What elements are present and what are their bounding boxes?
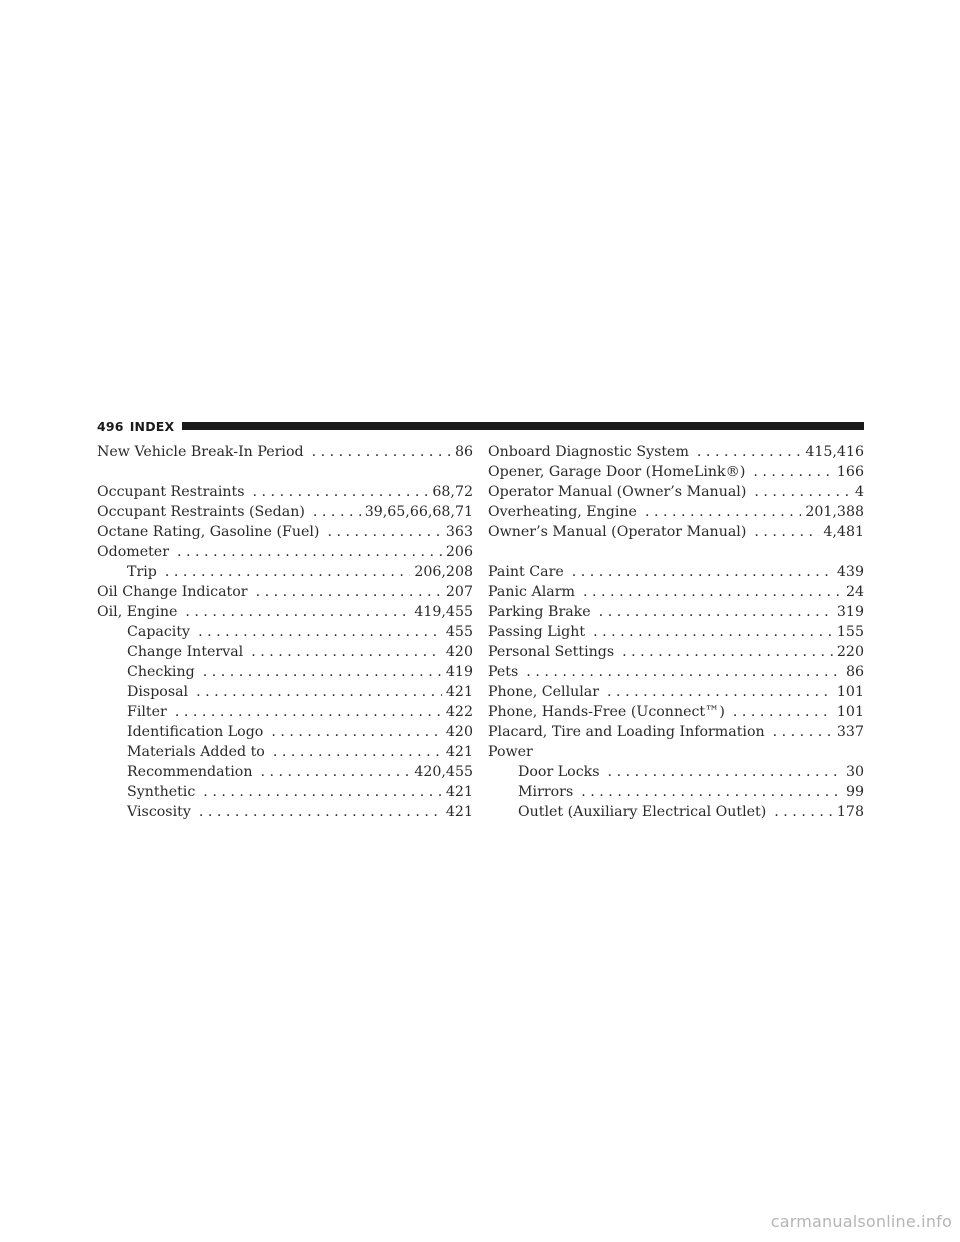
index-subentry bbox=[97, 722, 473, 742]
index-entry bbox=[488, 582, 864, 602]
entry-term: Disposal bbox=[127, 684, 189, 700]
entry-term: Trip bbox=[127, 564, 157, 580]
entry-pages: 4,481 bbox=[823, 524, 864, 540]
entry-pages: 24 bbox=[845, 584, 864, 600]
page-header bbox=[97, 416, 864, 436]
entry-pages: 206 bbox=[445, 544, 473, 560]
entry-term: Outlet (Auxiliary Electrical Outlet) bbox=[518, 804, 767, 820]
section-title: INDEX bbox=[129, 418, 175, 434]
entry-term: New Vehicle Break-In Period bbox=[97, 444, 304, 460]
dot-leader bbox=[754, 522, 819, 542]
header-rule bbox=[182, 422, 864, 430]
dot-leader bbox=[253, 482, 429, 502]
entry-pages: 155 bbox=[836, 624, 864, 640]
entry-term: Phone, Cellular bbox=[488, 684, 600, 700]
dot-leader bbox=[608, 762, 842, 782]
index-entry bbox=[97, 502, 473, 522]
entry-term: Filter bbox=[127, 704, 167, 720]
entry-term: Checking bbox=[127, 664, 195, 680]
index-subentry bbox=[488, 802, 864, 822]
index-entry bbox=[488, 662, 864, 682]
entry-term: Materials Added to bbox=[127, 744, 265, 760]
entry-pages: 39,65,66,68,71 bbox=[364, 504, 473, 520]
entry-pages: 207 bbox=[445, 584, 473, 600]
index-subentry bbox=[97, 702, 473, 722]
dot-leader bbox=[572, 562, 833, 582]
page-number: 496 bbox=[97, 418, 124, 434]
index-entry bbox=[488, 602, 864, 622]
index-subentry bbox=[97, 642, 473, 662]
dot-leader bbox=[581, 782, 842, 802]
index-subentry bbox=[97, 562, 473, 582]
entry-term: Passing Light bbox=[488, 624, 586, 640]
index-entry bbox=[488, 722, 864, 742]
dot-leader bbox=[753, 462, 833, 482]
entry-term: Occupant Restraints (Sedan) bbox=[97, 504, 305, 520]
dot-leader bbox=[273, 742, 442, 762]
entry-term: Parking Brake bbox=[488, 604, 591, 620]
dot-leader bbox=[583, 582, 842, 602]
dot-leader bbox=[185, 602, 410, 622]
index-entry bbox=[97, 582, 473, 602]
index-entry bbox=[488, 482, 864, 502]
entry-term: Overheating, Engine bbox=[488, 504, 637, 520]
entry-term: Panic Alarm bbox=[488, 584, 575, 600]
index-entry bbox=[488, 642, 864, 662]
index-entry bbox=[488, 462, 864, 482]
entry-term: Power bbox=[488, 744, 533, 760]
dot-leader bbox=[754, 482, 851, 502]
entry-term: Onboard Diagnostic System bbox=[488, 444, 689, 460]
entry-pages: 421 bbox=[445, 744, 473, 760]
index-entry bbox=[488, 502, 864, 522]
index-entry bbox=[488, 682, 864, 702]
index-subentry bbox=[97, 762, 473, 782]
dot-leader bbox=[203, 662, 442, 682]
dot-leader bbox=[773, 722, 833, 742]
entry-pages: 99 bbox=[845, 784, 864, 800]
index-subentry bbox=[97, 682, 473, 702]
entry-pages: 419 bbox=[445, 664, 473, 680]
dot-leader bbox=[271, 722, 442, 742]
entry-pages: 86 bbox=[845, 664, 864, 680]
dot-leader bbox=[312, 442, 451, 462]
dot-leader bbox=[697, 442, 801, 462]
entry-pages: 86 bbox=[454, 444, 473, 460]
entry-pages: 439 bbox=[836, 564, 864, 580]
entry-term: Owner’s Manual (Operator Manual) bbox=[488, 524, 747, 540]
dot-leader bbox=[251, 642, 442, 662]
entry-term: Door Locks bbox=[518, 764, 600, 780]
entry-pages: 420 bbox=[445, 644, 473, 660]
entry-term: Oil Change Indicator bbox=[97, 584, 248, 600]
entry-pages: 101 bbox=[836, 704, 864, 720]
index-column-left bbox=[97, 442, 473, 822]
index-entry bbox=[97, 482, 473, 502]
dot-leader bbox=[175, 702, 442, 722]
index-entry bbox=[488, 742, 864, 762]
index-subentry bbox=[97, 782, 473, 802]
entry-term: Octane Rating, Gasoline (Fuel) bbox=[97, 524, 320, 540]
index-column-right bbox=[488, 442, 864, 822]
dot-leader bbox=[256, 582, 442, 602]
dot-leader bbox=[526, 662, 842, 682]
entry-pages: 4 bbox=[854, 484, 864, 500]
entry-term: Synthetic bbox=[127, 784, 196, 800]
index-subentry bbox=[97, 662, 473, 682]
dot-leader bbox=[199, 802, 442, 822]
entry-term: Viscosity bbox=[127, 804, 191, 820]
entry-pages: 30 bbox=[845, 764, 864, 780]
entry-pages: 455 bbox=[445, 624, 473, 640]
entry-term: Operator Manual (Owner’s Manual) bbox=[488, 484, 747, 500]
entry-term: Oil, Engine bbox=[97, 604, 178, 620]
entry-pages: 419,455 bbox=[414, 604, 473, 620]
entry-term: Placard, Tire and Loading Information bbox=[488, 724, 765, 740]
entry-term: Opener, Garage Door (HomeLink®) bbox=[488, 464, 746, 480]
entry-pages: 201,388 bbox=[805, 504, 864, 520]
index-entry bbox=[97, 442, 473, 462]
dot-leader bbox=[198, 622, 442, 642]
entry-term: Mirrors bbox=[518, 784, 574, 800]
dot-leader bbox=[599, 602, 833, 622]
entry-term: Occupant Restraints bbox=[97, 484, 245, 500]
entry-pages: 422 bbox=[445, 704, 473, 720]
dot-leader bbox=[165, 562, 410, 582]
entry-term: Paint Care bbox=[488, 564, 564, 580]
index-subentry bbox=[97, 742, 473, 762]
dot-leader bbox=[177, 542, 442, 562]
dot-leader bbox=[593, 622, 833, 642]
entry-term: Recommendation bbox=[127, 764, 253, 780]
dot-leader bbox=[203, 782, 442, 802]
entry-pages: 220 bbox=[836, 644, 864, 660]
entry-term: Odometer bbox=[97, 544, 169, 560]
dot-leader bbox=[774, 802, 833, 822]
entry-pages: 421 bbox=[445, 684, 473, 700]
dot-leader bbox=[260, 762, 410, 782]
entry-pages: 101 bbox=[836, 684, 864, 700]
entry-pages: 421 bbox=[445, 784, 473, 800]
dot-leader bbox=[607, 682, 833, 702]
entry-pages: 363 bbox=[445, 524, 473, 540]
index-entry bbox=[488, 702, 864, 722]
entry-term: Identification Logo bbox=[127, 724, 264, 740]
dot-leader bbox=[622, 642, 833, 662]
index-entry bbox=[488, 622, 864, 642]
index-subentry bbox=[97, 622, 473, 642]
entry-pages: 319 bbox=[836, 604, 864, 620]
entry-term: Personal Settings bbox=[488, 644, 615, 660]
dot-leader bbox=[645, 502, 801, 522]
entry-pages: 420 bbox=[445, 724, 473, 740]
index-entry bbox=[97, 542, 473, 562]
index-entry bbox=[97, 602, 473, 622]
entry-pages: 420,455 bbox=[414, 764, 473, 780]
entry-spacer bbox=[488, 542, 864, 562]
entry-pages: 178 bbox=[836, 804, 864, 820]
index-entry bbox=[97, 522, 473, 542]
index-subentry bbox=[488, 782, 864, 802]
watermark: carmanualsonline.info bbox=[770, 1212, 952, 1231]
index-entry bbox=[488, 442, 864, 462]
entry-pages: 421 bbox=[445, 804, 473, 820]
entry-pages: 68,72 bbox=[432, 484, 473, 500]
entry-spacer bbox=[97, 462, 473, 482]
dot-leader bbox=[733, 702, 833, 722]
entry-pages: 337 bbox=[836, 724, 864, 740]
dot-leader bbox=[196, 682, 442, 702]
entry-term: Phone, Hands-Free (Uconnect™) bbox=[488, 704, 725, 720]
dot-leader bbox=[313, 502, 361, 522]
entry-pages: 206,208 bbox=[414, 564, 473, 580]
index-entry bbox=[488, 522, 864, 542]
entry-pages: 415,416 bbox=[805, 444, 864, 460]
index-entry bbox=[488, 562, 864, 582]
index-subentry bbox=[488, 762, 864, 782]
entry-term: Change Interval bbox=[127, 644, 244, 660]
entry-pages: 166 bbox=[836, 464, 864, 480]
entry-term: Pets bbox=[488, 664, 519, 680]
dot-leader bbox=[327, 522, 441, 542]
entry-term: Capacity bbox=[127, 624, 191, 640]
index-subentry bbox=[97, 802, 473, 822]
